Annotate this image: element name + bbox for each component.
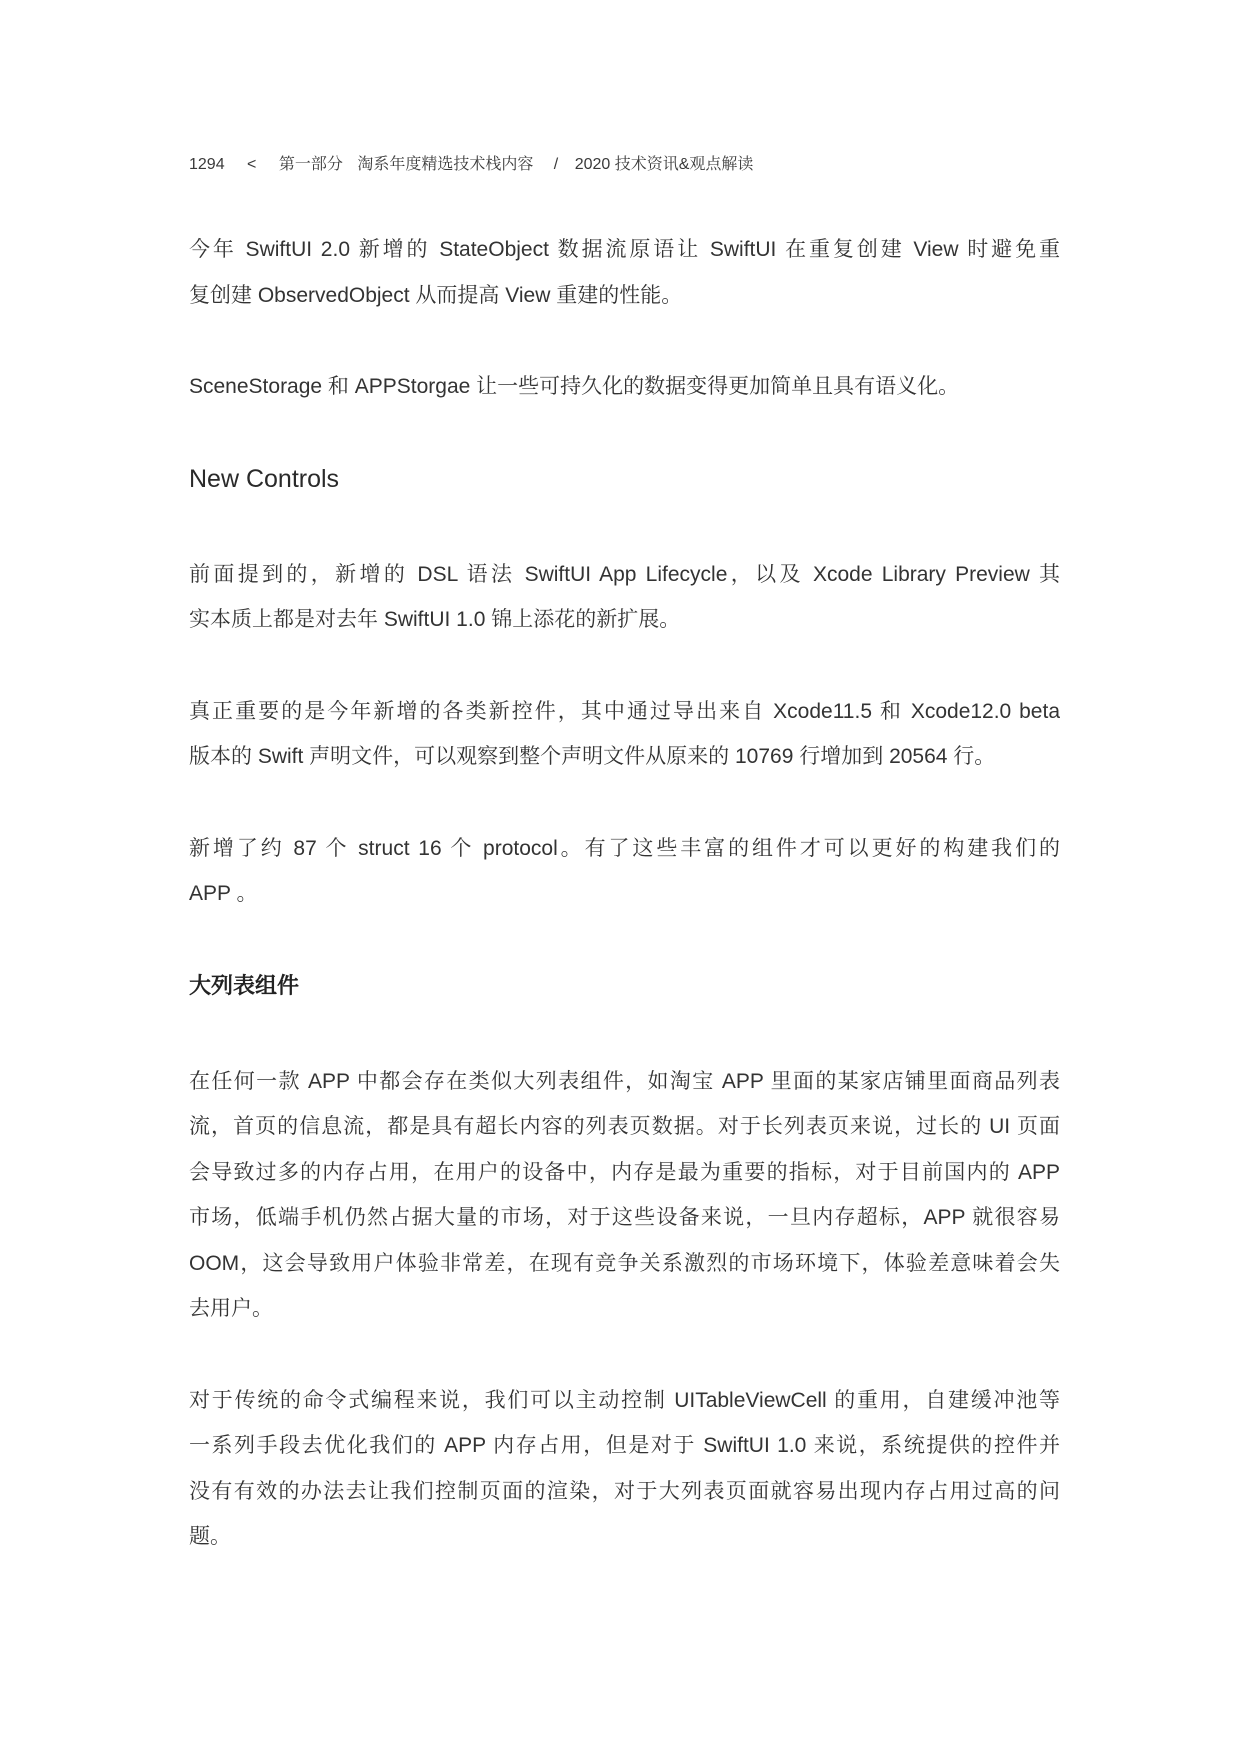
paragraph-line: APP 。 [189, 882, 258, 905]
page-number: 1294 [189, 156, 225, 173]
paragraph-line: 复创建 ObservedObject 从而提高 View 重建的性能。 [189, 283, 683, 307]
paragraph-line: 新增了约 87 个 struct 16 个 protocol。有了这些丰富的组件才可以更好的构建我们的 [189, 836, 1060, 860]
paragraph-line: 一系列手段去优化我们的 APP 内存占用，但是对于 SwiftUI 1.0 来说，系统提供的控件并 [189, 1434, 1060, 1457]
header-topic: 2020 技术资讯&观点解读 [574, 156, 754, 173]
paragraph-new-controls [189, 689, 1060, 780]
paragraph-line: 真正重要的是今年新增的各类新控件，其中通过导出来自 Xcode11.5 和 Xcode12.0 beta [189, 699, 1060, 723]
paragraph-line: 会导致过多的内存占用，在用户的设备中，内存是最为重要的指标，对于目前国内的 APP [189, 1160, 1060, 1184]
paragraph-line: 去用户。 [189, 1297, 273, 1320]
paragraph-line: 市场，低端手机仍然占据大量的市场，对于这些设备来说，一旦内存超标，APP 就很容易 [189, 1206, 1060, 1229]
paragraph-line: 今年 SwiftUI 2.0 新增的 StateObject 数据流原语让 SwiftUI 在重复创建 View 时避免重 [189, 238, 1060, 261]
paragraph-line: 实本质上都是对去年 SwiftUI 1.0 锦上添花的新扩展。 [189, 608, 681, 631]
paragraph-big-list [189, 1059, 1060, 1332]
header-slash: / [553, 156, 559, 173]
header-arrow: < [247, 156, 257, 173]
header-part-title: 淘系年度精选技术栈内容 [357, 156, 534, 173]
paragraph-struct-protocol [189, 826, 1060, 917]
paragraph-line: 对于传统的命令式编程来说，我们可以主动控制 UITableViewCell 的重用，自建缓冲池等 [189, 1388, 1060, 1412]
section-heading-big-list: 大列表组件 [189, 972, 300, 998]
paragraph-scenestorage [189, 364, 1060, 410]
paragraph-line: 在任何一款 APP 中都会存在类似大列表组件，如淘宝 APP 里面的某家店铺里面商品列表 [189, 1069, 1060, 1093]
paragraph-stateobject [189, 227, 1060, 318]
page-body [189, 227, 1060, 1606]
paragraph-line: 流，首页的信息流，都是具有超长内容的列表页数据。对于长列表页来说，过长的 UI 页面 [189, 1115, 1060, 1138]
paragraph-line: 版本的 Swift 声明文件，可以观察到整个声明文件从原来的 10769 行增加到 20564 行。 [189, 745, 996, 768]
paragraph-imperative [189, 1378, 1060, 1560]
paragraph-line: 题。 [189, 1525, 231, 1548]
header-part: 第一部分 [278, 156, 343, 173]
paragraph-dsl [189, 552, 1060, 643]
paragraph-line: SceneStorage 和 APPStorgae 让一些可持久化的数据变得更加简单且具有语义化。 [189, 375, 960, 398]
section-heading-new-controls: New Controls [189, 464, 340, 493]
paragraph-line: 前面提到的，新增的 DSL 语法 SwiftUI App Lifecycle，以及 Xcode Library Preview 其 [189, 562, 1060, 586]
running-header [189, 153, 753, 177]
paragraph-line: OOM，这会导致用户体验非常差，在现有竞争关系激烈的市场环境下，体验差意味着会失 [189, 1251, 1060, 1275]
paragraph-line: 没有有效的办法去让我们控制页面的渲染，对于大列表页面就容易出现内存占用过高的问 [189, 1479, 1060, 1503]
